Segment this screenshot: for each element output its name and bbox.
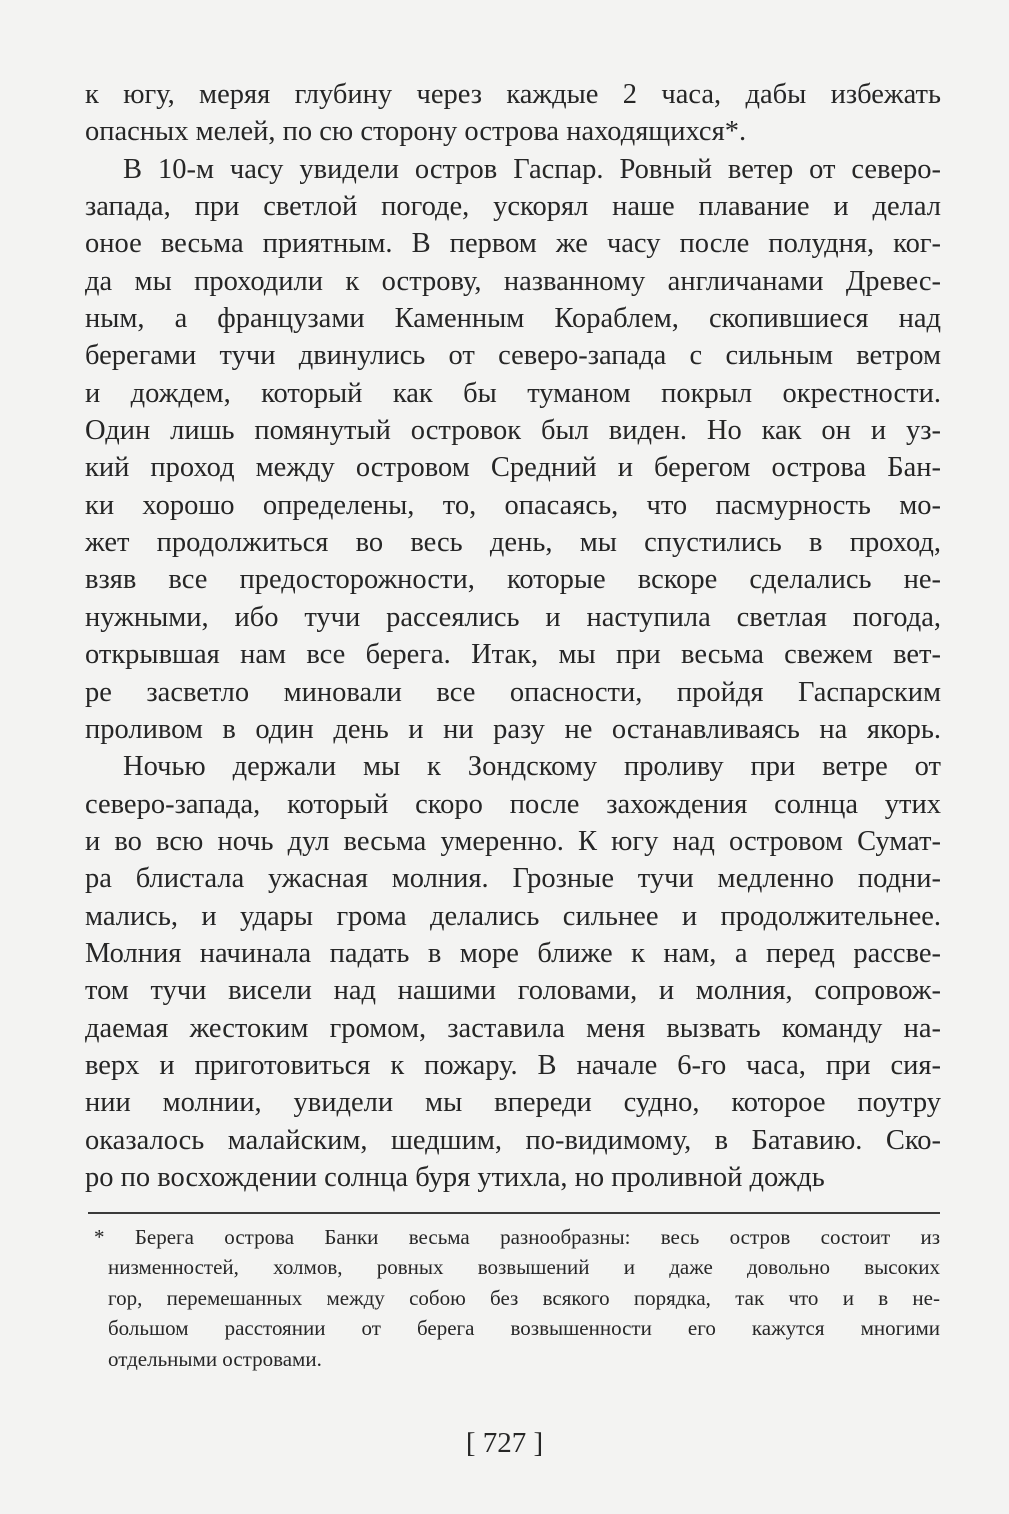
text-line: жет продолжиться во весь день, мы спустились в проход,	[85, 527, 941, 559]
text-line: да мы проходили к острову, названному англичанами Древес-	[85, 265, 941, 297]
text-line: оное весьма приятным. В первом же часу после полудня, ког-	[85, 228, 941, 260]
text-line: ре засветло миновали все опасности, пройдя Гаспарским	[85, 676, 941, 708]
text-line: ро по восхождении солнца буря утихла, но проливной дождь	[85, 1161, 825, 1193]
text-line: верх и приготовиться к пожару. В начале 6-го часа, при сия-	[85, 1049, 941, 1081]
text-line: и дождем, который как бы туманом покрыл окрестности.	[85, 377, 941, 409]
main-text	[85, 76, 941, 1196]
text-line: ки хорошо определены, то, опасаясь, что пасмурность мо-	[85, 489, 941, 521]
text-line: запада, при светлой погоде, ускорял наше плавание и делал	[85, 191, 941, 223]
text-line: открывшая нам все берега. Итак, мы при весьма свежем вет-	[85, 639, 941, 671]
paragraph	[85, 748, 941, 1196]
text-line: берегами тучи двинулись от северо-запада с сильным ветром	[85, 340, 941, 372]
text-line: В 10-м часу увидели остров Гаспар. Ровный ветер от северо-	[123, 153, 941, 185]
text-line: даемая жестоким громом, заставила меня вызвать команду на-	[85, 1012, 941, 1044]
footnote-line: * Берега острова Банки весьма разнообразны: весь остров состоит из	[94, 1225, 940, 1249]
page-number: [ 727 ]	[465, 1427, 544, 1459]
footnote-line: отдельными островами.	[108, 1346, 322, 1371]
text-line: кий проход между островом Средний и берегом острова Бан-	[85, 452, 941, 484]
text-line: ным, а французами Каменным Кораблем, скопившиеся над	[85, 303, 941, 335]
text-line: и во всю ночь дул весьма умеренно. К югу над островом Сумат-	[85, 825, 941, 857]
text-line: Ночью держали мы к Зондскому проливу при ветре от	[123, 751, 941, 783]
text-line: Один лишь помянутый островок был виден. Но как он и уз-	[85, 415, 941, 447]
text-line: северо-запада, который скоро после захождения солнца утих	[85, 788, 941, 820]
footnote-line: низменностей, холмов, ровных возвышений и даже довольно высоких	[108, 1255, 940, 1280]
text-line: том тучи висели над нашими головами, и молния, сопровож-	[85, 975, 941, 1007]
text-line: Молния начинала падать в море ближе к нам, а перед рассве-	[85, 937, 941, 969]
text-line: опасных мелей, по сю сторону острова находящихся*.	[85, 116, 747, 148]
text-line: ра блистала ужасная молния. Грозные тучи медленно подни-	[85, 863, 941, 895]
text-line: взяв все предосторожности, которые вскоре сделались не-	[85, 564, 941, 596]
footnote	[94, 1222, 940, 1374]
text-line: проливом в один день и ни разу не останавливаясь на якорь.	[85, 713, 941, 745]
text-line: мались, и удары грома делались сильнее и продолжительнее.	[85, 900, 941, 932]
footnote-divider	[88, 1212, 940, 1214]
footnote-line: гор, перемешанных между собою без всякого порядка, так что и в не-	[108, 1285, 940, 1310]
text-line: нужными, ибо тучи рассеялись и наступила светлая погода,	[85, 601, 941, 633]
paragraph	[85, 151, 941, 749]
footnote-line: большом расстоянии от берега возвышенности его кажутся многими	[108, 1316, 940, 1341]
paragraph	[85, 76, 941, 151]
text-line: нии молнии, увидели мы впереди судно, которое поутру	[85, 1087, 941, 1119]
text-line: к югу, меряя глубину через каждые 2 часа, дабы избежать	[85, 79, 941, 110]
text-line: оказалось малайским, шедшим, по-видимому, в Батавию. Ско-	[85, 1124, 941, 1156]
